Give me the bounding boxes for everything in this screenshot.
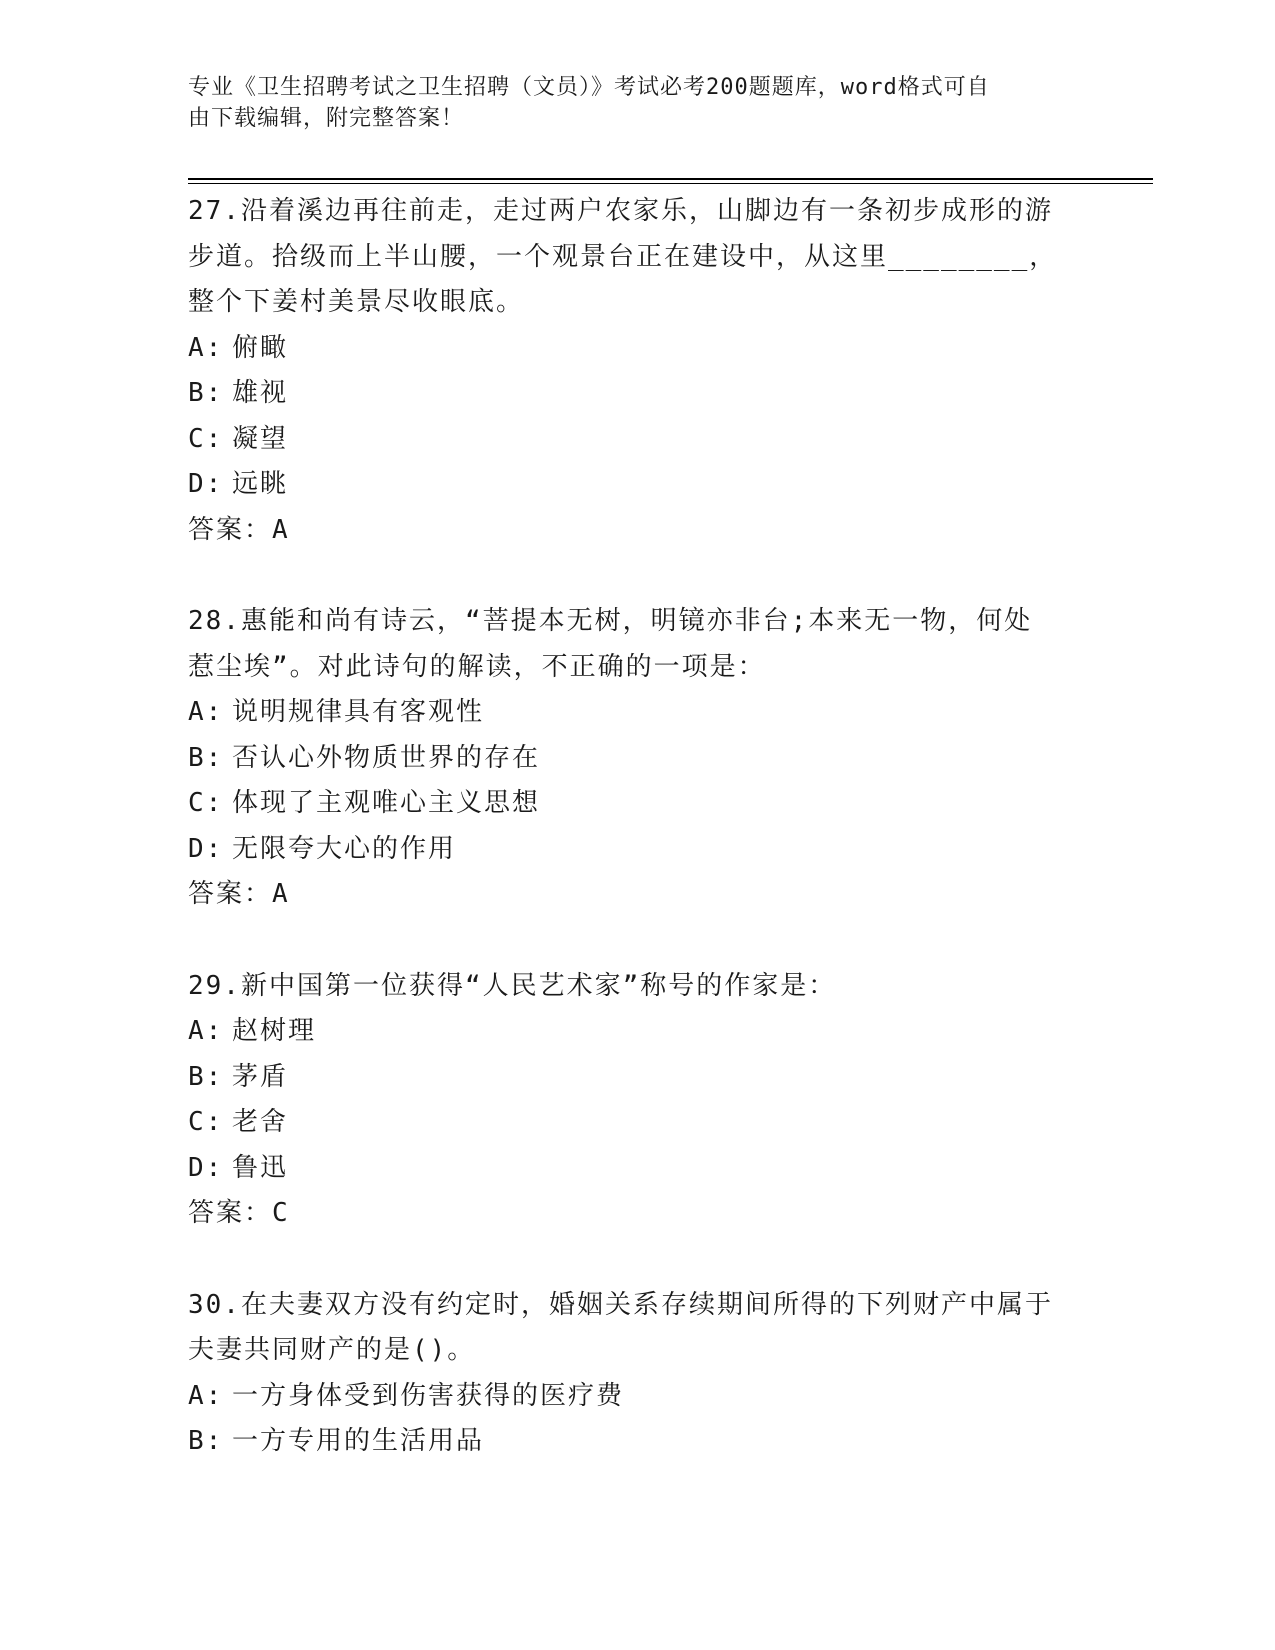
option-letter: D: — [188, 469, 224, 499]
question-stem-line: 28.惠能和尚有诗云，“菩提本无树，明镜亦非台;本来无一物，何处 — [188, 606, 1033, 636]
option-text: 雄视 — [232, 378, 289, 408]
option-b — [188, 1419, 1088, 1465]
option-text: 凝望 — [232, 423, 289, 454]
question-28 — [188, 599, 1088, 918]
option-c — [188, 417, 1088, 463]
question-stem-line: 整个下姜村美景尽收眼底。 — [188, 287, 525, 317]
question-29 — [188, 964, 1088, 1237]
option-b — [188, 371, 1088, 417]
question-stem-line: 29.新中国第一位获得“人民艺术家”称号的作家是： — [188, 970, 837, 1001]
option-letter: C: — [188, 423, 224, 454]
answer-line: 答案：C — [188, 1198, 290, 1228]
option-a — [188, 1009, 1088, 1055]
option-a — [188, 690, 1088, 736]
option-d — [188, 1146, 1088, 1192]
option-text: 远眺 — [232, 469, 289, 499]
option-text: 说明规律具有客观性 — [232, 697, 485, 727]
option-letter: A: — [188, 697, 224, 727]
option-a — [188, 326, 1088, 372]
option-text: 否认心外物质世界的存在 — [232, 742, 541, 773]
question-27 — [188, 189, 1088, 553]
question-30 — [188, 1283, 1088, 1465]
option-letter: A: — [188, 1016, 224, 1046]
option-c — [188, 781, 1088, 827]
option-letter: A: — [188, 332, 224, 363]
question-stem-line: 夫妻共同财产的是()。 — [188, 1335, 476, 1365]
option-letter: B: — [188, 1426, 224, 1456]
option-letter: B: — [188, 742, 224, 773]
option-b — [188, 1055, 1088, 1101]
option-c — [188, 1100, 1088, 1146]
option-d — [188, 827, 1088, 873]
question-spacer — [188, 918, 1088, 964]
option-text: 茅盾 — [232, 1061, 289, 1092]
document-header — [188, 72, 1088, 134]
header-divider-thin — [188, 183, 1153, 184]
option-text: 一方身体受到伤害获得的医疗费 — [232, 1380, 625, 1411]
option-text: 俯瞰 — [232, 332, 289, 363]
header-divider-thick — [188, 178, 1153, 180]
option-b — [188, 736, 1088, 782]
option-text: 体现了主观唯心主义思想 — [232, 788, 541, 818]
question-list — [188, 189, 1088, 1465]
option-text: 一方专用的生活用品 — [232, 1426, 485, 1456]
answer-line: 答案：A — [188, 879, 290, 909]
question-spacer — [188, 1237, 1088, 1283]
option-text: 赵树理 — [232, 1016, 317, 1046]
option-a — [188, 1374, 1088, 1420]
option-letter: D: — [188, 1152, 224, 1183]
option-d — [188, 462, 1088, 508]
option-text: 老舍 — [232, 1107, 289, 1137]
question-stem-line: 27.沿着溪边再往前走，走过两户农家乐，山脚边有一条初步成形的游 — [188, 196, 1053, 226]
question-stem-line: 步道。拾级而上半山腰，一个观景台正在建设中，从这里________， — [188, 241, 1058, 272]
option-text: 鲁迅 — [232, 1152, 289, 1183]
option-letter: A: — [188, 1380, 224, 1411]
header-line-1: 专业《卫生招聘考试之卫生招聘（文员）》考试必考200题题库，word格式可自 — [188, 75, 990, 100]
option-text: 无限夸大心的作用 — [232, 833, 457, 864]
question-stem-line: 惹尘埃”。对此诗句的解读，不正确的一项是： — [188, 651, 766, 682]
question-spacer — [188, 553, 1088, 599]
option-letter: C: — [188, 1107, 224, 1137]
header-line-2: 由下载编辑，附完整答案！ — [188, 106, 465, 131]
option-letter: C: — [188, 788, 224, 818]
answer-line: 答案：A — [188, 514, 290, 545]
option-letter: B: — [188, 1061, 224, 1092]
option-letter: D: — [188, 833, 224, 864]
option-letter: B: — [188, 378, 224, 408]
question-stem-line: 30.在夫妻双方没有约定时，婚姻关系存续期间所得的下列财产中属于 — [188, 1289, 1053, 1320]
